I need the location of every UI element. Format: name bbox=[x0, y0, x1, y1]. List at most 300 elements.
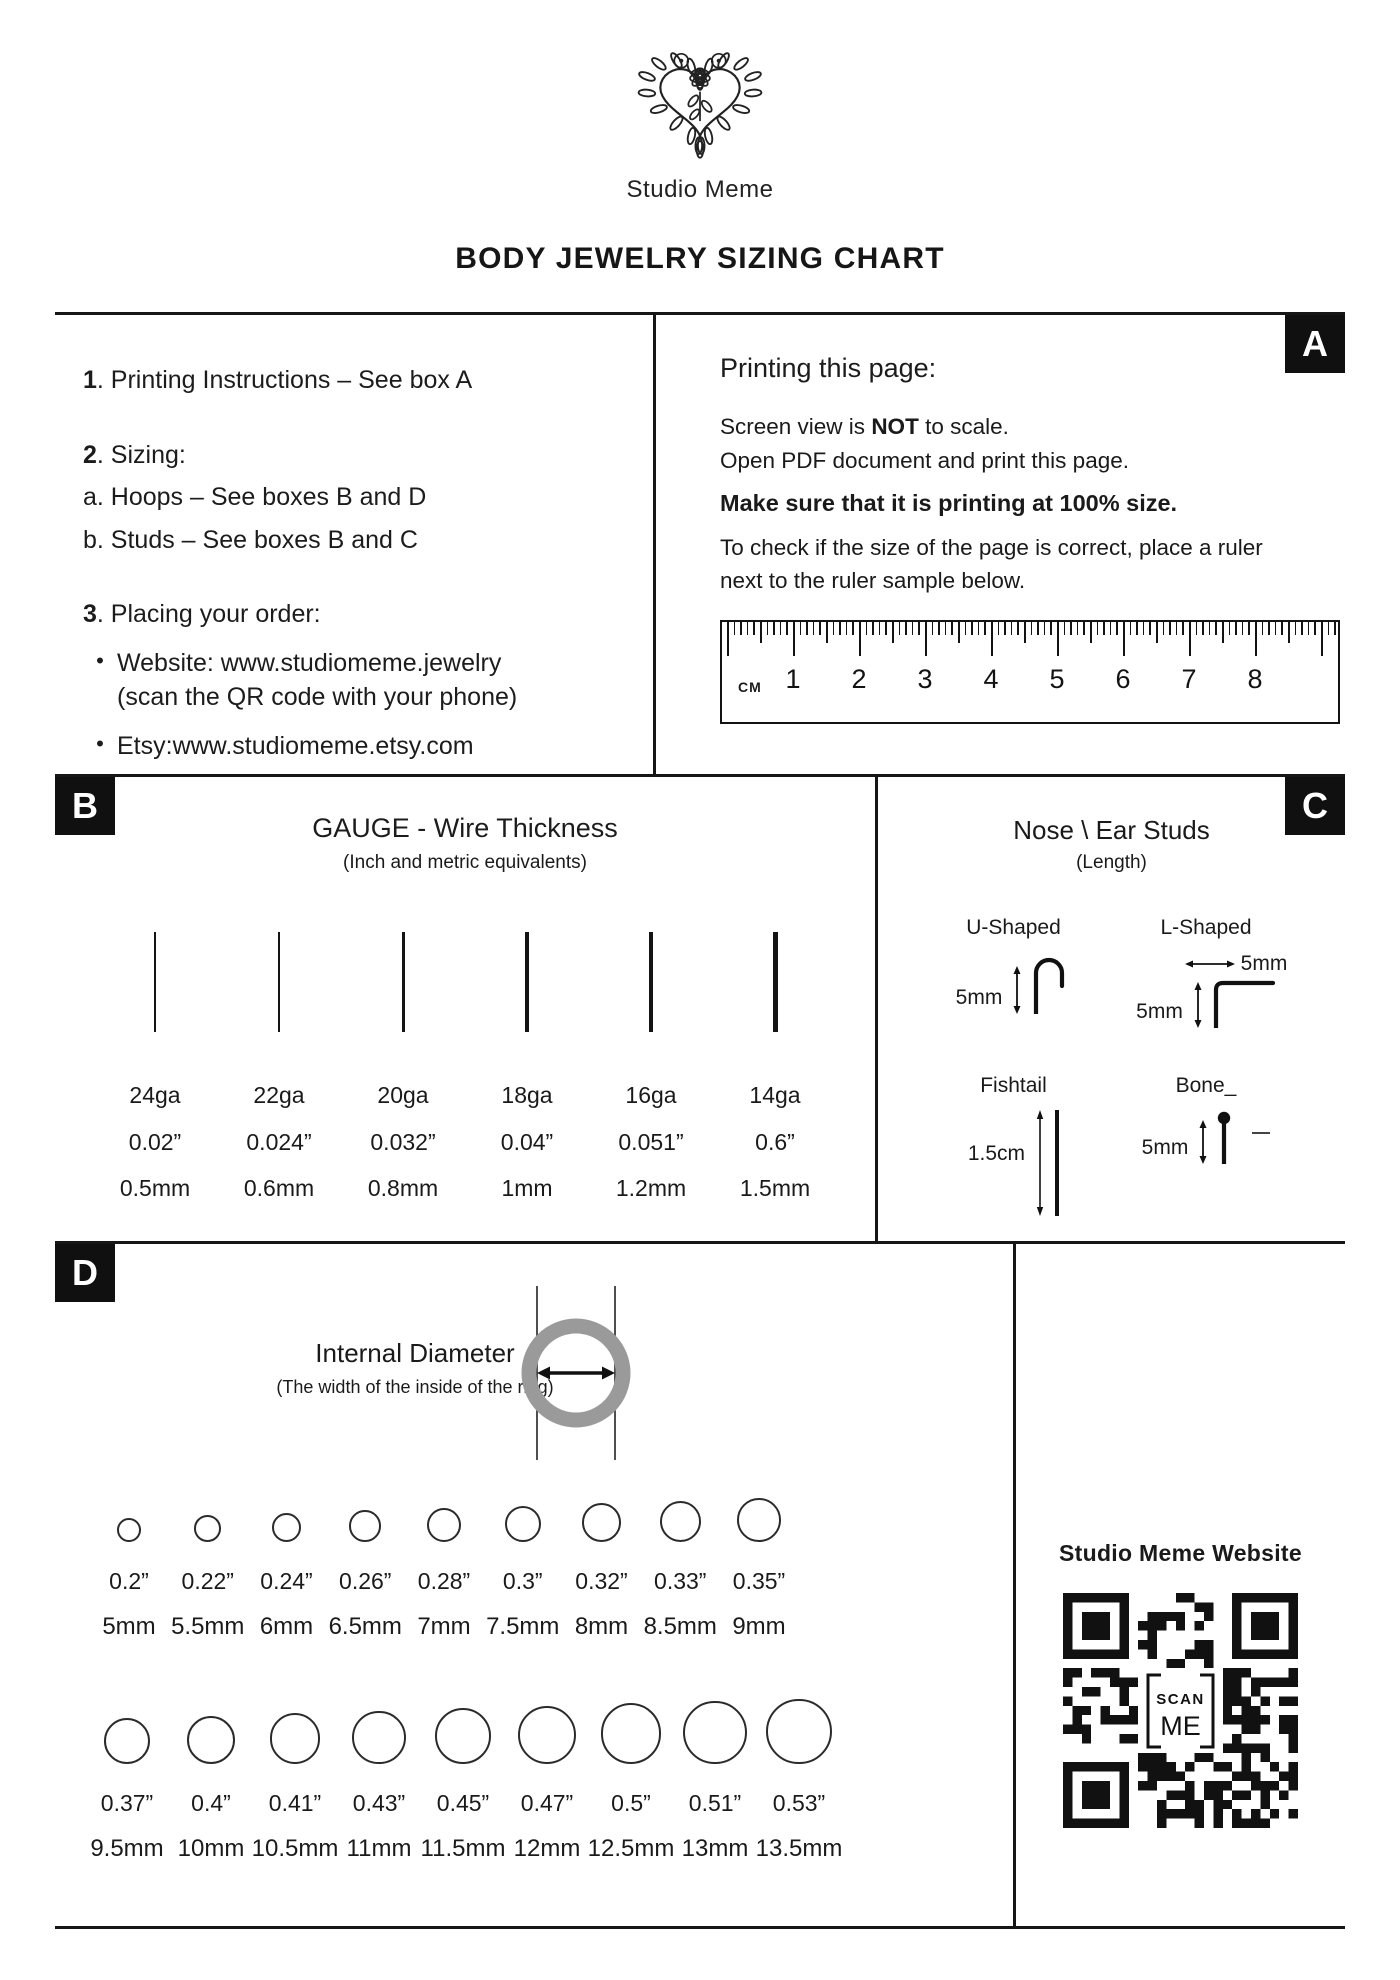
ruler-tick bbox=[984, 622, 986, 635]
diameter-mm: 8.5mm bbox=[643, 1613, 717, 1640]
gauge-name: 22ga bbox=[253, 1082, 305, 1108]
ruler-number: 4 bbox=[983, 664, 999, 694]
diameter-item bbox=[173, 1696, 249, 1863]
ring-circle bbox=[505, 1506, 541, 1542]
check-size-note-1: To check if the size of the page is correct, place a ruler bbox=[720, 534, 1263, 560]
l-shaped-wire-icon bbox=[1210, 978, 1276, 1028]
gauge-columns bbox=[55, 932, 875, 1202]
wire-sample-line bbox=[402, 932, 405, 1032]
vertical-double-arrow-icon bbox=[1034, 1110, 1046, 1216]
diameter-inch: 0.53” bbox=[772, 1790, 826, 1816]
diameter-inch: 0.41” bbox=[268, 1790, 322, 1816]
stud-row-2 bbox=[926, 1074, 1345, 1216]
vertical-double-arrow-icon bbox=[1011, 966, 1023, 1014]
ruler-tick bbox=[1334, 622, 1336, 635]
ruler-tick bbox=[866, 622, 868, 635]
ruler-number: 7 bbox=[1181, 664, 1197, 694]
gauge-subtitle: (Inch and metric equivalents) bbox=[343, 852, 587, 873]
diameter-mm: 13.5mm bbox=[755, 1835, 843, 1862]
ruler-tick bbox=[852, 622, 854, 635]
studio-meme-heart-logo-icon bbox=[633, 38, 767, 172]
ruler-tick bbox=[747, 622, 749, 635]
ruler-tick bbox=[740, 622, 742, 635]
gauge-mm: 1.5mm bbox=[739, 1175, 811, 1201]
ruler-tick bbox=[1017, 622, 1019, 635]
box-b-gauge bbox=[55, 777, 875, 1241]
ruler-tick bbox=[780, 622, 782, 635]
diameter-item bbox=[249, 1496, 325, 1641]
ruler-tick bbox=[859, 622, 861, 656]
u-shaped-diagram bbox=[956, 952, 1072, 1014]
ruler-tick bbox=[1301, 622, 1303, 635]
wire-sample-line bbox=[525, 932, 529, 1032]
ruler-tick bbox=[1037, 622, 1039, 635]
stud-name: L-Shaped bbox=[1160, 916, 1252, 939]
ring-circle bbox=[766, 1699, 831, 1764]
ruler-tick bbox=[1222, 622, 1224, 643]
ruler-tick bbox=[885, 622, 887, 635]
ruler-tick bbox=[879, 622, 881, 635]
ruler-tick bbox=[846, 622, 848, 635]
box-c-studs bbox=[875, 777, 1345, 1241]
diameter-mm: 8mm bbox=[574, 1613, 629, 1640]
spacer bbox=[83, 567, 643, 597]
diameter-inch: 0.51” bbox=[688, 1790, 742, 1816]
box-c-label: C bbox=[1285, 777, 1345, 835]
ruler-tick bbox=[773, 622, 775, 635]
ruler-tick bbox=[1202, 622, 1204, 635]
etsy-url: Etsy:www.studiomeme.etsy.com bbox=[117, 731, 474, 760]
diameter-inch: 0.32” bbox=[575, 1568, 628, 1594]
ruler-tick bbox=[826, 622, 828, 643]
bullet-icon: • bbox=[96, 647, 104, 673]
box-d-label: D bbox=[55, 1244, 115, 1302]
length-value: 5mm bbox=[955, 986, 1003, 1009]
ruler-tick bbox=[1057, 622, 1059, 656]
section-gauge-and-studs bbox=[55, 774, 1345, 1241]
ruler-tick bbox=[938, 622, 940, 635]
gauge-mm: 1mm bbox=[501, 1175, 553, 1201]
diameter-mm: 12.5mm bbox=[587, 1835, 675, 1862]
ruler-tick bbox=[1281, 622, 1283, 635]
gauge-inch: 0.024” bbox=[246, 1129, 312, 1155]
ruler-tick bbox=[1268, 622, 1270, 635]
diameter-item bbox=[251, 1696, 339, 1863]
ruler-tick bbox=[806, 622, 808, 635]
ruler-tick bbox=[786, 622, 788, 635]
scale-note-bold: NOT bbox=[871, 414, 919, 439]
ruler-tick bbox=[1215, 622, 1217, 635]
gauge-name: 18ga bbox=[501, 1082, 553, 1108]
qr-block bbox=[1016, 1540, 1345, 1833]
gauge-name: 16ga bbox=[625, 1082, 677, 1108]
diameter-inch: 0.33” bbox=[654, 1568, 707, 1594]
gauge-title: GAUGE - Wire Thickness bbox=[312, 813, 618, 843]
ruler-tick bbox=[1024, 622, 1026, 643]
gauge-column-18ga bbox=[471, 932, 583, 1202]
diameter-inch: 0.5” bbox=[611, 1790, 651, 1816]
ruler-tick bbox=[1163, 622, 1165, 635]
step-2b: b. Studs – See boxes B and C bbox=[83, 525, 418, 554]
step-text: . Placing your order: bbox=[96, 600, 321, 628]
horizontal-double-arrow-icon bbox=[1185, 958, 1235, 970]
scale-note-post: to scale. bbox=[918, 414, 1009, 439]
stud-row-1 bbox=[926, 916, 1345, 1028]
ruler-tick bbox=[1321, 622, 1323, 656]
ruler-tick bbox=[767, 622, 769, 635]
gauge-inch: 0.04” bbox=[500, 1129, 554, 1155]
gauge-mm: 0.5mm bbox=[119, 1175, 191, 1201]
printing-heading: Printing this page: bbox=[720, 353, 937, 383]
open-pdf-note: Open PDF document and print this page. bbox=[720, 447, 1129, 473]
diameter-inch: 0.26” bbox=[339, 1568, 392, 1594]
brand-name: Studio Meme bbox=[626, 176, 774, 203]
step-number: 1 bbox=[83, 366, 97, 394]
bullet-icon: • bbox=[96, 730, 104, 756]
ruler-tick bbox=[925, 622, 927, 656]
ruler-tick bbox=[951, 622, 953, 635]
document-header bbox=[0, 0, 1400, 276]
diameter-inch: 0.3” bbox=[502, 1568, 543, 1594]
ring-circle bbox=[660, 1501, 701, 1542]
ring-circle bbox=[737, 1498, 781, 1542]
ruler-tick bbox=[965, 622, 967, 635]
gauge-column-24ga bbox=[99, 932, 211, 1202]
diameter-mm: 7mm bbox=[417, 1613, 471, 1640]
diameter-inch: 0.37” bbox=[100, 1790, 154, 1816]
gauge-name: 20ga bbox=[377, 1082, 429, 1108]
diameter-mm: 13mm bbox=[681, 1835, 749, 1862]
diameter-item bbox=[485, 1496, 561, 1641]
ring-circle bbox=[601, 1703, 662, 1764]
wire-sample-line bbox=[278, 932, 281, 1032]
ruler-tick bbox=[1176, 622, 1178, 635]
bone-stud bbox=[1101, 1074, 1311, 1216]
ruler-sample bbox=[720, 620, 1340, 724]
section-internal-diameter bbox=[55, 1241, 1345, 1929]
diameter-item bbox=[587, 1696, 675, 1863]
wire-sample-line bbox=[773, 932, 778, 1032]
ruler-tick bbox=[753, 622, 755, 635]
fishtail-wire-icon bbox=[1055, 1110, 1059, 1216]
diameter-mm: 10.5mm bbox=[251, 1835, 339, 1862]
ring-circle bbox=[194, 1515, 221, 1542]
print-100-note: Make sure that it is printing at 100% size. bbox=[720, 489, 1178, 516]
gauge-mm: 0.8mm bbox=[367, 1175, 439, 1201]
diameter-item bbox=[170, 1496, 246, 1641]
ruler-tick bbox=[1090, 622, 1092, 643]
gauge-inch: 0.6” bbox=[755, 1129, 795, 1155]
diameter-mm: 10mm bbox=[177, 1835, 245, 1862]
ruler-tick bbox=[1064, 622, 1066, 635]
stud-name: Bone_ bbox=[1175, 1074, 1237, 1097]
section-instructions-and-box-a bbox=[55, 312, 1345, 774]
ruler-tick bbox=[1242, 622, 1244, 635]
etsy-bullet bbox=[83, 729, 643, 764]
ruler-tick bbox=[1011, 622, 1013, 635]
diameter-inch: 0.2” bbox=[109, 1568, 149, 1594]
website-url-line1: Website: www.studiomeme.jewelry bbox=[117, 648, 502, 677]
diameter-item bbox=[677, 1696, 753, 1863]
ruler-tick bbox=[839, 622, 841, 635]
diameter-mm: 6mm bbox=[259, 1613, 314, 1640]
box-d-diameters bbox=[55, 1244, 1013, 1926]
ruler-tick bbox=[1070, 622, 1072, 635]
ruler-tick bbox=[727, 622, 729, 656]
gauge-inch: 0.032” bbox=[370, 1129, 436, 1155]
l-shaped-diagram bbox=[1136, 978, 1276, 1028]
ring-circle bbox=[349, 1510, 381, 1542]
ruler-tick bbox=[958, 622, 960, 643]
ruler-tick bbox=[1044, 622, 1046, 635]
gauge-inch: 0.051” bbox=[618, 1129, 684, 1155]
ruler-tick bbox=[1314, 622, 1316, 635]
ruler-tick bbox=[1308, 622, 1310, 635]
ruler-tick bbox=[1103, 622, 1105, 635]
page-title: BODY JEWELRY SIZING CHART bbox=[455, 242, 945, 275]
ruler-tick bbox=[1149, 622, 1151, 635]
wire-sample-line bbox=[154, 932, 156, 1032]
diameter-inch: 0.24” bbox=[260, 1568, 313, 1594]
fishtail-diagram bbox=[968, 1110, 1059, 1216]
diameter-mm: 7.5mm bbox=[486, 1613, 560, 1640]
gauge-column-22ga bbox=[223, 932, 335, 1202]
ruler-unit-label: CM bbox=[738, 679, 762, 695]
ruler-tick bbox=[819, 622, 821, 635]
diameter-item bbox=[89, 1696, 165, 1863]
ruler-number: 8 bbox=[1247, 664, 1263, 694]
qr-code bbox=[1063, 1593, 1298, 1828]
length-value: 5mm bbox=[1141, 1136, 1189, 1159]
ring-circle bbox=[352, 1711, 405, 1764]
ruler-tick bbox=[1328, 622, 1330, 635]
step-number: 2 bbox=[83, 440, 97, 469]
ruler-number: 5 bbox=[1049, 664, 1065, 694]
ruler-tick bbox=[1143, 622, 1145, 635]
ruler-tick bbox=[1123, 622, 1125, 656]
diameter-item bbox=[721, 1496, 797, 1641]
l-shaped-stud bbox=[1101, 916, 1311, 1028]
studs-subtitle: (Length) bbox=[1076, 852, 1147, 873]
instruction-step-1 bbox=[83, 363, 643, 398]
ruler-tick bbox=[1077, 622, 1079, 635]
instruction-step-3 bbox=[83, 597, 643, 763]
ruler-tick bbox=[1288, 622, 1290, 643]
website-bullet bbox=[83, 646, 643, 715]
ring-circle bbox=[518, 1706, 576, 1764]
diameter-mm: 5.5mm bbox=[171, 1613, 245, 1640]
ruler-tick bbox=[1295, 622, 1297, 635]
u-shaped-stud bbox=[926, 916, 1101, 1028]
ruler-tick bbox=[833, 622, 835, 635]
ruler-tick bbox=[1116, 622, 1118, 635]
ring-circle bbox=[272, 1513, 301, 1542]
dash-icon bbox=[1252, 1132, 1270, 1134]
diameter-item bbox=[642, 1496, 718, 1641]
diameter-row-2 bbox=[89, 1696, 843, 1863]
length-value: 1.5cm bbox=[967, 1142, 1025, 1165]
ruler-tick bbox=[971, 622, 973, 635]
ruler-tick bbox=[760, 622, 762, 643]
box-a-label: A bbox=[1285, 315, 1345, 373]
diameter-inch: 0.35” bbox=[732, 1568, 786, 1594]
ring-circle bbox=[582, 1503, 621, 1542]
ring-circle bbox=[427, 1508, 461, 1542]
ruler-tick bbox=[892, 622, 894, 643]
bone-diagram bbox=[1142, 1110, 1271, 1164]
fishtail-stud bbox=[926, 1074, 1101, 1216]
ruler-tick bbox=[918, 622, 920, 635]
ruler-tick bbox=[978, 622, 980, 635]
stud-name: Fishtail bbox=[980, 1074, 1047, 1097]
ruler-tick bbox=[1189, 622, 1191, 656]
diameter-mm: 6.5mm bbox=[328, 1613, 402, 1640]
ruler-tick bbox=[932, 622, 934, 635]
gauge-name: 24ga bbox=[129, 1082, 181, 1108]
gauge-name: 14ga bbox=[749, 1082, 801, 1108]
ruler-tick bbox=[998, 622, 1000, 635]
diameter-item bbox=[509, 1696, 585, 1863]
ruler-tick bbox=[1083, 622, 1085, 635]
ring-measurement-diagram bbox=[487, 1280, 663, 1466]
gauge-column-14ga bbox=[719, 932, 831, 1202]
ruler-number: 2 bbox=[851, 664, 867, 694]
l-shaped-top-dimension bbox=[1185, 952, 1288, 976]
step-number: 3 bbox=[83, 600, 97, 628]
ruler-tick bbox=[1275, 622, 1277, 635]
ruler-tick bbox=[1169, 622, 1171, 635]
ruler-tick bbox=[734, 622, 736, 635]
wire-sample-line bbox=[649, 932, 653, 1032]
ring-circle bbox=[117, 1518, 141, 1542]
website-url bbox=[117, 646, 517, 715]
ruler-tick bbox=[800, 622, 802, 635]
diameter-inch: 0.4” bbox=[191, 1790, 231, 1816]
studs-title: Nose \ Ear Studs bbox=[1013, 815, 1210, 845]
diameter-item bbox=[755, 1696, 843, 1863]
step-text: . Printing Instructions – See box A bbox=[96, 366, 473, 394]
spacer bbox=[83, 408, 643, 438]
diameter-mm: 11.5mm bbox=[420, 1835, 506, 1862]
ruler-tick bbox=[1196, 622, 1198, 635]
ruler-tick bbox=[1110, 622, 1112, 635]
ruler-tick bbox=[1182, 622, 1184, 635]
stud-diagrams bbox=[878, 916, 1345, 1216]
ruler-tick bbox=[1229, 622, 1231, 635]
diameter-item bbox=[327, 1496, 403, 1641]
ring-circle bbox=[270, 1713, 321, 1764]
ring-circle bbox=[187, 1716, 236, 1765]
length-value: 5mm bbox=[1136, 1000, 1183, 1023]
ruler-tick bbox=[912, 622, 914, 635]
ruler-tick bbox=[1031, 622, 1033, 635]
vertical-double-arrow-icon bbox=[1197, 1120, 1209, 1164]
ruler-tick bbox=[905, 622, 907, 635]
ruler-number: 6 bbox=[1115, 664, 1131, 694]
ruler-tick bbox=[813, 622, 815, 635]
check-size-note-2: next to the ruler sample below. bbox=[720, 568, 1026, 594]
ruler-tick bbox=[1156, 622, 1158, 643]
gauge-mm: 1.2mm bbox=[615, 1175, 687, 1201]
ruler-tick bbox=[1050, 622, 1052, 635]
ruler-tick bbox=[793, 622, 795, 656]
stud-name: U-Shaped bbox=[966, 916, 1061, 939]
diameter-mm: 11mm bbox=[346, 1835, 412, 1862]
ruler-tick bbox=[1209, 622, 1211, 635]
scale-note bbox=[720, 410, 1345, 444]
diameter-row-1 bbox=[91, 1496, 797, 1641]
ring-circle bbox=[435, 1708, 491, 1764]
diameter-inch: 0.22” bbox=[181, 1568, 234, 1594]
ruler-tick bbox=[945, 622, 947, 635]
diameter-item bbox=[91, 1496, 167, 1641]
gauge-column-20ga bbox=[347, 932, 459, 1202]
svg-text:SCAN: SCAN bbox=[1156, 1691, 1205, 1708]
gauge-mm: 0.6mm bbox=[243, 1175, 315, 1201]
qr-panel bbox=[1013, 1244, 1345, 1926]
step-text: . Sizing: bbox=[96, 440, 186, 469]
chart-sheet bbox=[55, 312, 1345, 1929]
website-url-line2: (scan the QR code with your phone) bbox=[117, 683, 518, 711]
diameter-inch: 0.28” bbox=[417, 1568, 471, 1594]
step-2a: a. Hoops – See boxes B and D bbox=[83, 483, 427, 511]
box-b-label: B bbox=[55, 777, 115, 835]
scale-note-pre: Screen view is bbox=[720, 414, 872, 439]
ruler-tick bbox=[991, 622, 993, 656]
diameter-inch: 0.43” bbox=[352, 1790, 406, 1816]
ruler-number: 1 bbox=[785, 664, 801, 694]
ruler-tick bbox=[1097, 622, 1099, 635]
ruler-tick bbox=[1255, 622, 1257, 656]
ruler-tick bbox=[1262, 622, 1264, 635]
gauge-column-16ga bbox=[595, 932, 707, 1202]
diameter-item bbox=[420, 1696, 506, 1863]
ruler-tick bbox=[872, 622, 874, 635]
length-value: 5mm bbox=[1240, 952, 1288, 975]
u-shaped-wire-icon bbox=[1029, 952, 1071, 1014]
vertical-double-arrow-icon bbox=[1192, 982, 1204, 1028]
bone-wire-icon bbox=[1214, 1110, 1236, 1164]
diameter-inch: 0.47” bbox=[520, 1790, 574, 1816]
gauge-inch: 0.02” bbox=[128, 1129, 182, 1155]
diameter-inch: 0.45” bbox=[436, 1790, 490, 1816]
diameter-mm: 12mm bbox=[513, 1835, 581, 1862]
ruler-tick bbox=[1004, 622, 1006, 635]
svg-text:ME: ME bbox=[1160, 1711, 1201, 1741]
diameter-item bbox=[341, 1696, 417, 1863]
ruler-tick bbox=[899, 622, 901, 635]
diameter-title-block bbox=[55, 1338, 775, 1398]
ruler-tick bbox=[1136, 622, 1138, 635]
ring-circle bbox=[104, 1718, 150, 1764]
instruction-step-2 bbox=[83, 438, 643, 558]
diameter-mm: 5mm bbox=[102, 1613, 156, 1640]
ruler-tick bbox=[1130, 622, 1132, 635]
box-a-printing bbox=[653, 315, 1345, 774]
ordering-instructions bbox=[55, 315, 653, 774]
diameter-subtitle: (The width of the inside of the ring) bbox=[276, 1377, 554, 1397]
diameter-item bbox=[406, 1496, 482, 1641]
ruler-tick bbox=[1248, 622, 1250, 635]
diameter-title: Internal Diameter bbox=[315, 1338, 515, 1368]
diameter-mm: 9.5mm bbox=[90, 1835, 164, 1862]
ruler-tick bbox=[1235, 622, 1237, 635]
ring-circle bbox=[683, 1701, 746, 1764]
ruler-number: 3 bbox=[917, 664, 933, 694]
diameter-mm: 9mm bbox=[732, 1613, 786, 1640]
qr-heading: Studio Meme Website bbox=[1059, 1540, 1302, 1566]
diameter-item bbox=[564, 1496, 640, 1641]
